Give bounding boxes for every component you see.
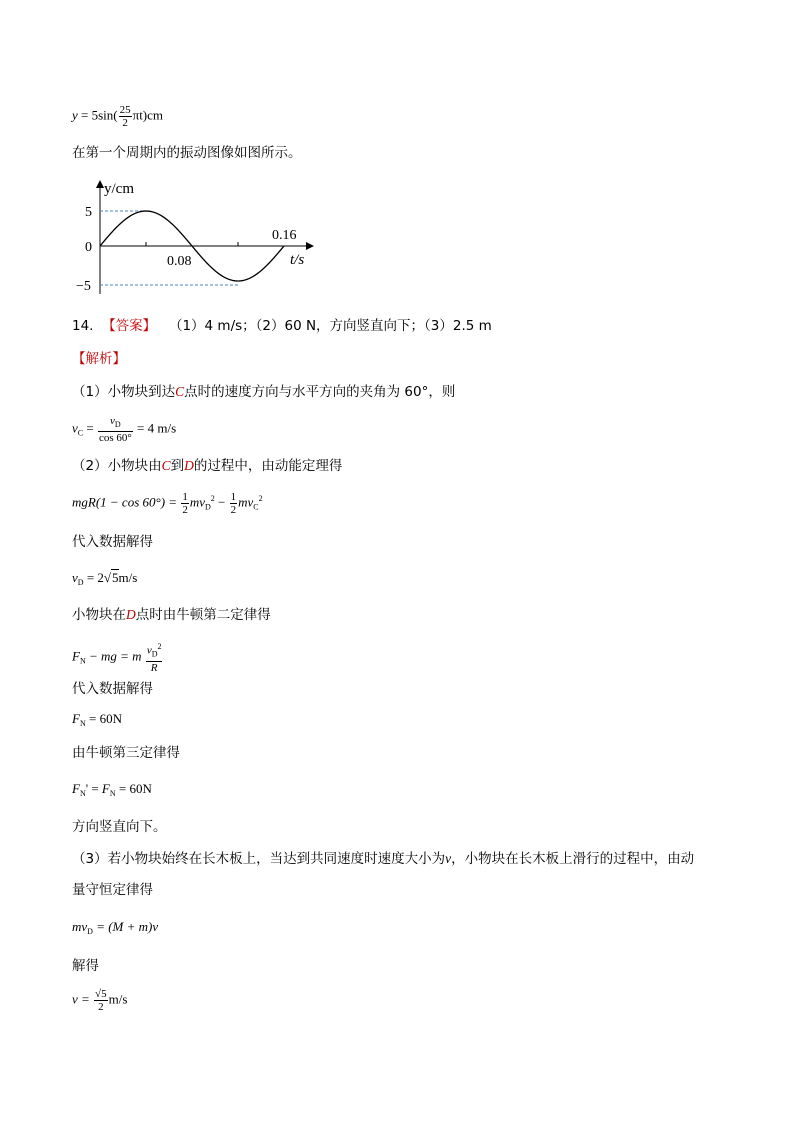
fraction bbox=[98, 415, 133, 444]
eq-sub: D bbox=[114, 420, 121, 429]
substitute-text-1: 代入数据解得 bbox=[72, 534, 153, 550]
equation-vc bbox=[72, 415, 176, 444]
eq-var: mv bbox=[72, 919, 88, 934]
answer-tag: 【答案】 bbox=[102, 318, 157, 334]
question-number: 14. bbox=[72, 318, 94, 334]
answer-line bbox=[72, 317, 492, 335]
fraction-num bbox=[98, 415, 133, 432]
y-tick-5: 5 bbox=[85, 205, 92, 220]
eq-sub: C bbox=[253, 502, 259, 512]
eq-text: − mg = m bbox=[88, 648, 142, 664]
eq-sub: N bbox=[79, 789, 86, 798]
step-newton2-text bbox=[72, 606, 271, 624]
eq-text: − bbox=[218, 494, 226, 510]
step-3-text-cont: 量守恒定律得 bbox=[72, 882, 153, 898]
fraction-den: 2 bbox=[230, 503, 237, 516]
eq-var: y bbox=[72, 107, 78, 123]
equation-vd: $v_D = 2√5m/s$ bbox=[72, 570, 138, 587]
text: （1）小物块到达 bbox=[72, 384, 176, 400]
eq-text: mgR(1 − cos 60°) = bbox=[72, 494, 178, 510]
newton3-text: 由牛顿第三定律得 bbox=[72, 745, 180, 761]
step-2-text bbox=[72, 457, 342, 475]
eq-var: F bbox=[72, 781, 80, 796]
graph-intro-text: 在第一个周期内的振动图像如图所示。 bbox=[72, 145, 302, 161]
fraction bbox=[230, 491, 238, 516]
analysis-tag: 【解析】 bbox=[72, 351, 126, 367]
text: 点时的速度方向与水平方向的夹角为 60°，则 bbox=[184, 384, 456, 400]
var-v: v bbox=[445, 851, 452, 866]
eq-text: = 60N bbox=[88, 711, 122, 726]
eq-sup: 2 bbox=[258, 494, 263, 503]
fraction-num: √5 bbox=[95, 988, 107, 1000]
equation-newton3 bbox=[72, 780, 152, 803]
text: 小物块在 bbox=[72, 607, 126, 623]
eq-sub: D bbox=[87, 927, 93, 936]
eq-var: v bbox=[146, 644, 152, 657]
text: 的过程中，由动能定理得 bbox=[193, 458, 343, 474]
eq-var: F bbox=[101, 781, 110, 796]
y-axis-label: y/cm bbox=[104, 181, 134, 197]
eq-var: mv bbox=[238, 494, 254, 510]
point-d: D bbox=[126, 607, 136, 622]
fraction-den: R bbox=[150, 661, 158, 674]
fraction-num: 1 bbox=[230, 490, 237, 503]
eq-text: = bbox=[91, 781, 99, 796]
fraction bbox=[181, 491, 189, 516]
fraction-den: 2 bbox=[122, 117, 128, 129]
eq-var: v bbox=[72, 570, 78, 585]
eq-unit: m/s bbox=[118, 570, 138, 585]
eq-var: mv bbox=[189, 494, 205, 510]
equation-energy bbox=[72, 490, 263, 516]
text: （2）小物块由 bbox=[72, 458, 162, 474]
eq-sub: D bbox=[77, 578, 84, 587]
fraction-den: 2 bbox=[182, 503, 188, 516]
fraction-den: cos 60° bbox=[98, 432, 132, 444]
eq-text: = bbox=[86, 420, 94, 436]
point-c: C bbox=[161, 458, 171, 473]
equation-fn bbox=[72, 710, 122, 733]
x-axis-label: t/s bbox=[290, 252, 305, 268]
eq-sup: 2 bbox=[157, 642, 162, 651]
equation-y bbox=[72, 104, 163, 129]
eq-sub: C bbox=[77, 428, 84, 438]
eq-text: = 60N bbox=[118, 781, 152, 796]
eq-text: = 5sin( bbox=[81, 107, 118, 123]
eq-sub: D bbox=[204, 502, 211, 512]
eq-var: v bbox=[72, 420, 78, 436]
eq-sup: 2 bbox=[210, 494, 215, 503]
fraction bbox=[119, 104, 132, 129]
equation-momentum bbox=[72, 918, 158, 941]
fraction-num: 1 bbox=[182, 490, 188, 503]
fraction-den: 2 bbox=[98, 1001, 104, 1013]
eq-unit: m/s bbox=[108, 991, 128, 1007]
sqrt-content: 5 bbox=[112, 570, 119, 585]
point-d: D bbox=[184, 458, 194, 473]
text: ，小物块在长木板上滑行的过程中，由动 bbox=[451, 851, 695, 867]
vibration-graph bbox=[76, 176, 316, 302]
eq-var: F bbox=[72, 711, 80, 726]
text: 到 bbox=[170, 458, 185, 474]
y-tick-neg5: −5 bbox=[76, 279, 91, 294]
point-c: C bbox=[175, 384, 185, 399]
eq-text: = 4 m/s bbox=[137, 420, 177, 436]
eq-sub: N bbox=[79, 719, 86, 728]
answer-text: （1）4 m/s；（2）60 N，方向竖直向下；（3）2.5 m bbox=[168, 318, 492, 334]
substitute-text-2: 代入数据解得 bbox=[72, 681, 153, 697]
eq-sub: D bbox=[151, 649, 158, 659]
text: 点时由牛顿第二定律得 bbox=[135, 607, 271, 623]
direction-text: 方向竖直向下。 bbox=[72, 819, 167, 835]
x-tick-008: 0.08 bbox=[167, 254, 192, 269]
eq-text: v = bbox=[72, 991, 90, 1007]
eq-sub: N bbox=[109, 789, 116, 798]
step-3-text bbox=[72, 850, 694, 868]
fraction bbox=[146, 641, 163, 674]
eq-var: v bbox=[110, 415, 115, 427]
text: （3）若小物块始终在长木板上，当达到共同速度时速度大小为 bbox=[72, 851, 446, 867]
fraction-num bbox=[146, 641, 163, 662]
fraction-num: 25 bbox=[119, 104, 131, 116]
solve-text: 解得 bbox=[72, 958, 99, 974]
fraction bbox=[94, 988, 108, 1013]
step-1-text bbox=[72, 383, 455, 401]
equation-newton2 bbox=[72, 641, 163, 674]
eq-text: = 2 bbox=[86, 570, 104, 585]
eq-var: F bbox=[72, 648, 80, 664]
eq-prime: ' bbox=[85, 781, 89, 796]
eq-text: πt)cm bbox=[132, 107, 164, 123]
y-tick-0: 0 bbox=[85, 240, 92, 255]
equation-v bbox=[72, 988, 127, 1013]
eq-text: = (M + m)v bbox=[96, 919, 159, 934]
eq-sub: N bbox=[79, 656, 86, 666]
x-tick-016: 0.16 bbox=[272, 228, 297, 243]
